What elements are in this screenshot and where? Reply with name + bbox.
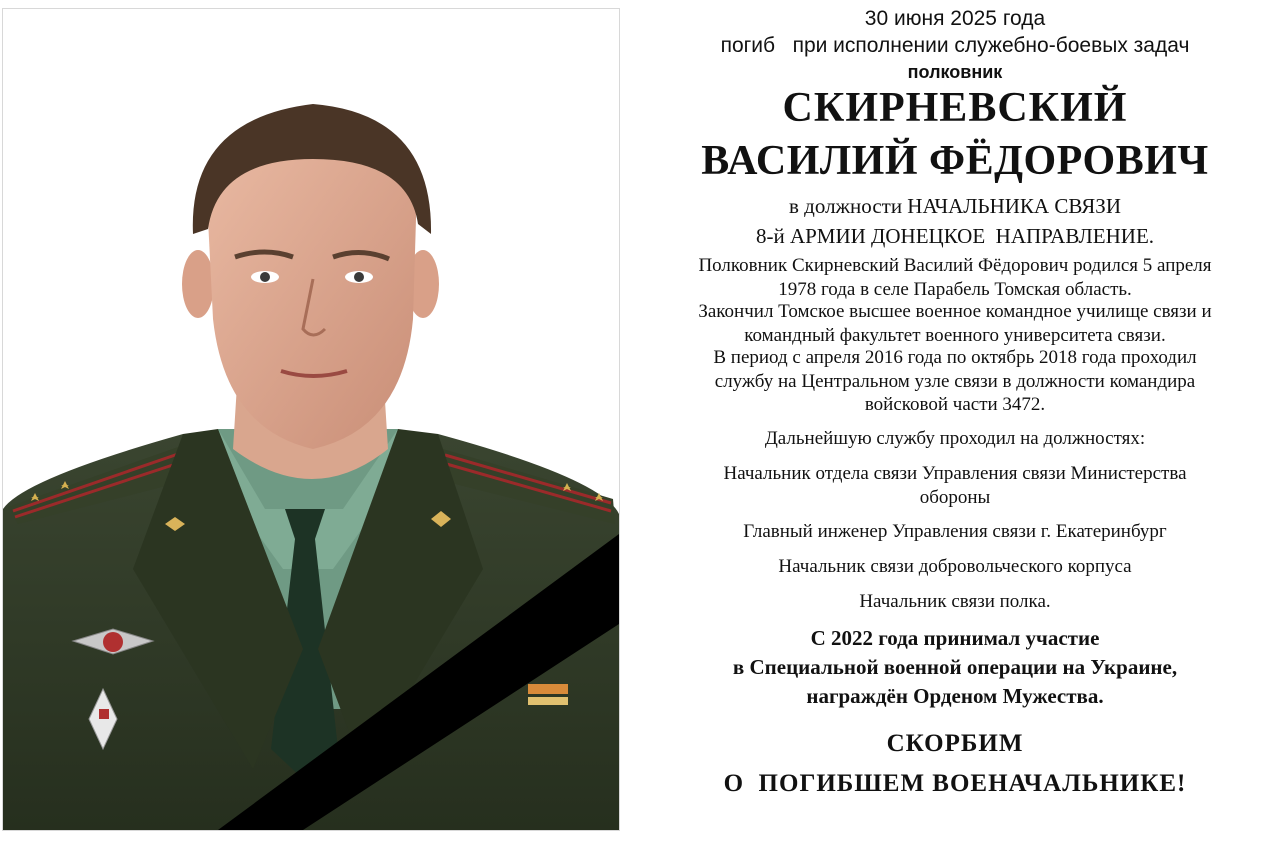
bio-line: войсковой части 3472. [864,394,1046,415]
bio-line: 1978 года в селе Парабель Томская область. [778,278,1132,300]
memorial-portrait [2,8,620,831]
mourning-line-1: СКОРБИМ [886,730,1024,757]
svo-line: в Специальной военной операции на Украине, [732,655,1178,679]
bio-line: Закончил Томское высшее военное командное училище связи и [698,301,1212,322]
obituary-text [640,0,1270,860]
bio-line: В период с апреля 2016 года по октябрь 2018 года проходил [713,347,1197,368]
rank: полковник [907,62,1003,82]
death-circumstance: погиб при исполнении служебно-боевых задач [720,34,1190,57]
service-line: Начальник связи полка. [859,591,1051,612]
bio-paragraph-service [640,346,1270,417]
service-line: Главный инженер Управления связи г. Екатеринбург [743,521,1167,542]
service-line: Начальник связи добровольческого корпуса [778,556,1132,577]
service-item [640,462,1270,510]
svo-participation [640,624,1270,711]
given-names: ВАСИЛИЙ ФЁДОРОВИЧ [701,138,1209,184]
service-line: обороны [919,487,991,508]
svo-line: награждён Орденом Мужества. [806,684,1104,708]
bio-line: службу на Центральном узле связи в должности командира [714,370,1196,392]
bio-line: командный факультет военного университета связи. [744,324,1166,346]
service-item [640,590,1270,614]
bio-paragraph-education [640,300,1270,347]
portrait-illustration [3,9,619,830]
bio-paragraph-birth [640,254,1270,301]
service-heading: Дальнейшую службу проходил на должностях: [764,428,1146,449]
position-line-1: в должности НАЧАЛЬНИКА СВЯЗИ [789,194,1121,218]
service-item [640,555,1270,579]
surname: СКИРНЕВСКИЙ [782,85,1128,131]
position-line-2: 8-й АРМИИ ДОНЕЦКОЕ НАПРАВЛЕНИЕ. [755,224,1155,248]
death-date: 30 июня 2025 года [864,7,1046,30]
mourning-line-2: О ПОГИБШЕМ ВОЕНАЧАЛЬНИКЕ! [723,770,1187,797]
svo-line: С 2022 года принимал участие [810,626,1100,650]
service-item [640,520,1270,544]
service-line: Начальник отдела связи Управления связи Министерства [723,463,1187,484]
bio-line: Полковник Скирневский Василий Фёдорович родился 5 апреля [698,255,1212,276]
